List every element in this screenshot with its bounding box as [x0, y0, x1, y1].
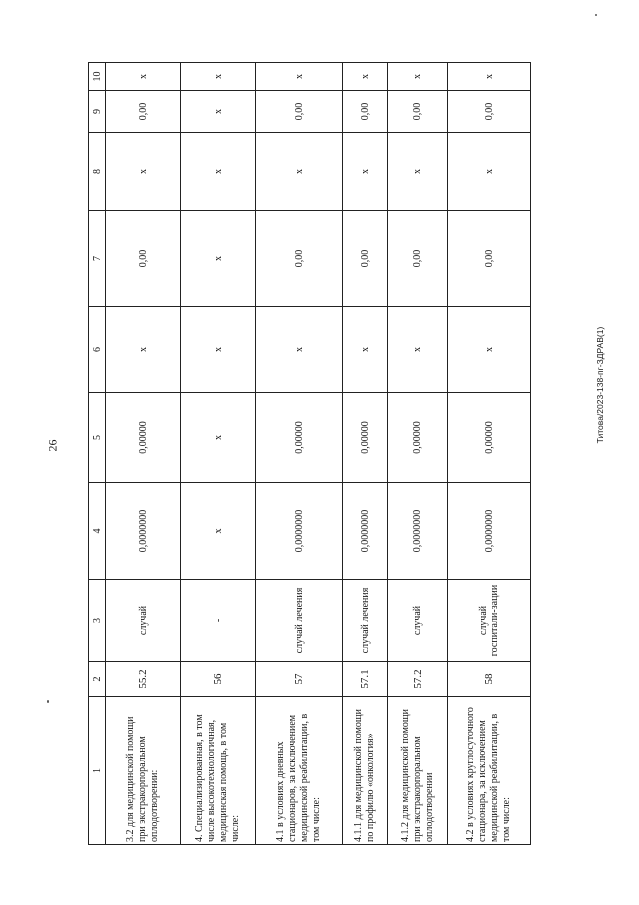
- column-header-6: 6: [89, 307, 106, 393]
- document-id-footer: Титова/2023-138-пг-ЗДРАВ(1): [595, 326, 605, 444]
- scan-speck: [595, 14, 597, 16]
- value-cell: х: [181, 133, 256, 211]
- row-code: 57: [256, 662, 343, 697]
- rotated-table-wrapper: [88, 63, 516, 845]
- column-header-1: 1: [89, 697, 106, 845]
- value-cell: х: [181, 483, 256, 580]
- value-cell: 0,00: [343, 91, 388, 133]
- unit-cell: случай лечения: [256, 580, 343, 662]
- value-cell: х: [181, 307, 256, 393]
- value-cell: х: [106, 63, 181, 91]
- value-cell: 0,00: [388, 211, 448, 307]
- value-cell: х: [256, 307, 343, 393]
- value-cell: 0,00000: [343, 393, 388, 483]
- value-cell: х: [256, 133, 343, 211]
- value-cell: х: [388, 307, 448, 393]
- row-description: 4.1.1 для медицинской помощи по профилю «онкология»: [343, 697, 388, 845]
- value-cell: 0,00000: [256, 393, 343, 483]
- row-code: 57.2: [388, 662, 448, 697]
- scan-speck: [47, 700, 49, 703]
- value-cell: х: [181, 63, 256, 91]
- value-cell: 0,00: [448, 211, 531, 307]
- value-cell: х: [343, 307, 388, 393]
- value-cell: х: [388, 133, 448, 211]
- row-code: 55.2: [106, 662, 181, 697]
- value-cell: 0,0000000: [448, 483, 531, 580]
- value-cell: х: [388, 63, 448, 91]
- value-cell: 0,00000: [388, 393, 448, 483]
- header-row: [89, 63, 106, 845]
- value-cell: 0,00000: [106, 393, 181, 483]
- unit-cell: случай госпитали-зации: [448, 580, 531, 662]
- column-header-5: 5: [89, 393, 106, 483]
- column-header-10: 10: [89, 63, 106, 91]
- value-cell: 0,00: [256, 91, 343, 133]
- value-cell: х: [343, 63, 388, 91]
- column-header-7: 7: [89, 211, 106, 307]
- value-cell: 0,0000000: [106, 483, 181, 580]
- data-table: [88, 62, 531, 845]
- column-header-8: 8: [89, 133, 106, 211]
- value-cell: 0,00: [106, 91, 181, 133]
- value-cell: х: [181, 393, 256, 483]
- table-row: [181, 63, 256, 845]
- value-cell: 0,00: [106, 211, 181, 307]
- value-cell: х: [343, 133, 388, 211]
- row-code: 58: [448, 662, 531, 697]
- table-row: [256, 63, 343, 845]
- value-cell: х: [181, 91, 256, 133]
- value-cell: 0,00000: [448, 393, 531, 483]
- row-description: 4.1.2 для медицинской помощи при экстракорпоральном оплодотворении: [388, 697, 448, 845]
- value-cell: х: [448, 133, 531, 211]
- unit-cell: случай: [106, 580, 181, 662]
- unit-cell: случай лечения: [343, 580, 388, 662]
- value-cell: х: [448, 307, 531, 393]
- table-row: [343, 63, 388, 845]
- value-cell: х: [106, 133, 181, 211]
- table-row: [106, 63, 181, 845]
- page-number: 26: [45, 439, 60, 452]
- value-cell: 0,00: [448, 91, 531, 133]
- value-cell: 0,0000000: [343, 483, 388, 580]
- row-description: 3.2 для медицинской помощи при экстракорпоральном оплодотворении:: [106, 697, 181, 845]
- value-cell: 0,0000000: [256, 483, 343, 580]
- value-cell: х: [448, 63, 531, 91]
- table-row: [448, 63, 531, 845]
- column-header-2: 2: [89, 662, 106, 697]
- value-cell: х: [106, 307, 181, 393]
- column-header-9: 9: [89, 91, 106, 133]
- row-description: 4.1 в условиях дневных стационаров, за исключением медицинской реабилитации, в том числе:: [256, 697, 343, 845]
- value-cell: х: [256, 63, 343, 91]
- value-cell: 0,00: [388, 91, 448, 133]
- table-row: [388, 63, 448, 845]
- row-description: 4. Специализированная, в том числе высокотехнологичная, медицинская помощь, в том числе:: [181, 697, 256, 845]
- unit-cell: -: [181, 580, 256, 662]
- unit-cell: случай: [388, 580, 448, 662]
- row-code: 57.1: [343, 662, 388, 697]
- value-cell: х: [181, 211, 256, 307]
- row-description: 4.2 в условиях круглосуточного стационара, за исключением медицинской реабилитации, в том числе:: [448, 697, 531, 845]
- value-cell: 0,0000000: [388, 483, 448, 580]
- row-code: 56: [181, 662, 256, 697]
- value-cell: 0,00: [343, 211, 388, 307]
- column-header-4: 4: [89, 483, 106, 580]
- column-header-3: 3: [89, 580, 106, 662]
- value-cell: 0,00: [256, 211, 343, 307]
